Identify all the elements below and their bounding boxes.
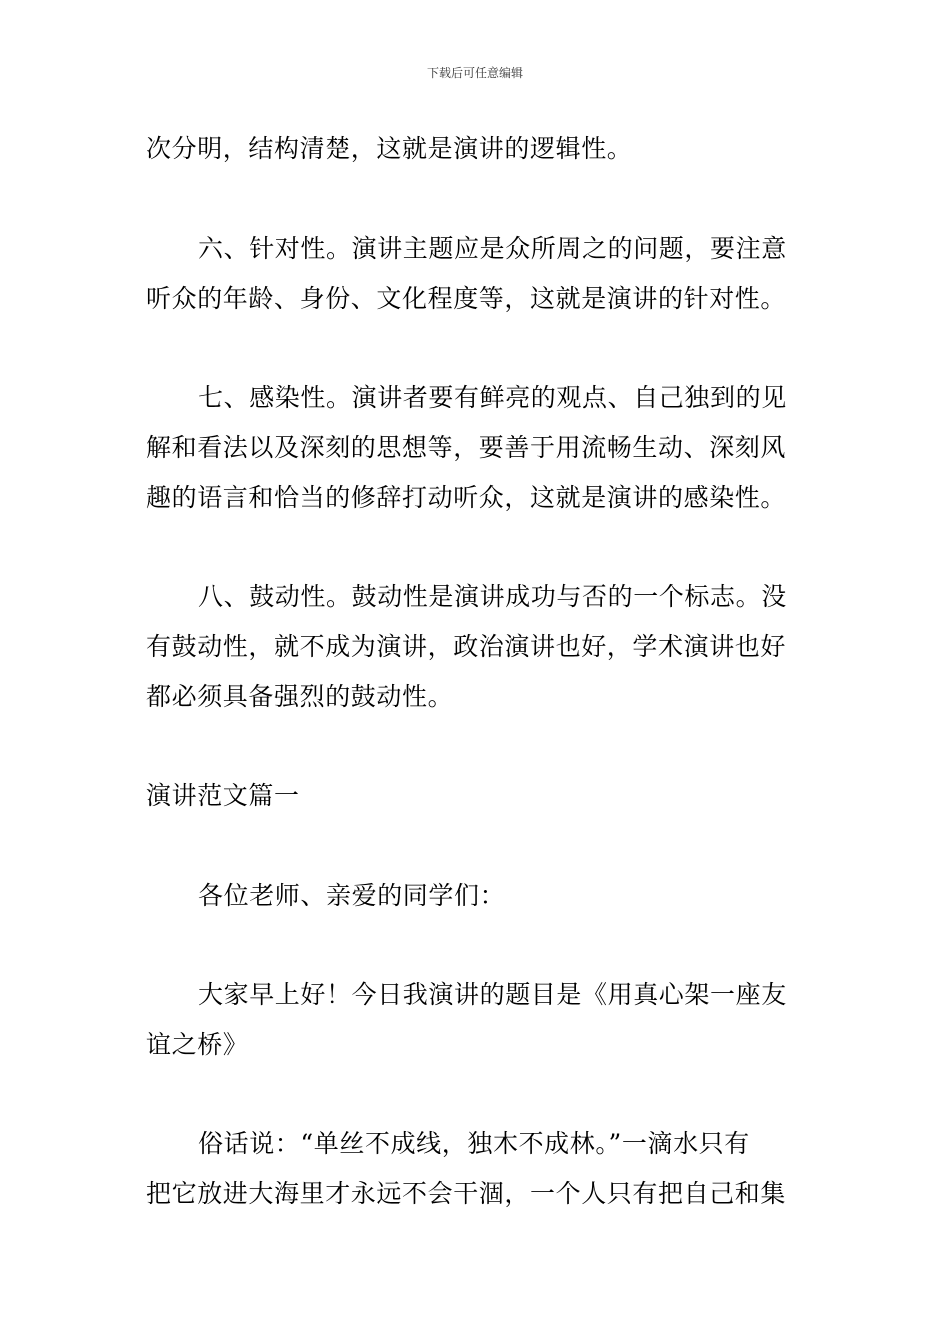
paragraph-line: 俗话说：“单丝不成线，独木不成林。”一滴水只有 xyxy=(198,1129,750,1158)
paragraph-line: 有鼓动性，就不成为演讲，政治演讲也好，学术演讲也好 xyxy=(146,632,787,661)
paragraph-line: 听众的年龄、身份、文化程度等，这就是演讲的针对性。 xyxy=(146,284,787,313)
paragraph-line: 次分明，结构清楚，这就是演讲的逻辑性。 xyxy=(146,134,633,163)
paragraph-line: 解和看法以及深刻的思想等，要善于用流畅生动、深刻风 xyxy=(146,433,787,462)
paragraph-line: 趣的语言和恰当的修辞打动听众，这就是演讲的感染性。 xyxy=(146,483,787,512)
paragraph-line: 大家早上好！今日我演讲的题目是《用真心架一座友 xyxy=(198,980,787,1009)
paragraph-line: 谊之桥》 xyxy=(146,1030,249,1059)
paragraph-line: 都必须具备强烈的鼓动性。 xyxy=(146,682,454,711)
section-heading: 演讲范文篇一 xyxy=(146,781,300,810)
paragraph-line: 八、鼓动性。鼓动性是演讲成功与否的一个标志。没 xyxy=(198,582,787,611)
paragraph-line: 六、针对性。演讲主题应是众所周之的问题，要注意 xyxy=(198,234,787,263)
paragraph-line: 七、感染性。演讲者要有鲜亮的观点、自己独到的见 xyxy=(198,383,787,412)
paragraph-line: 把它放进大海里才永远不会干涸，一个人只有把自己和集 xyxy=(146,1179,787,1208)
page-header: 下载后可任意编辑 xyxy=(426,66,523,80)
greeting-line: 各位老师、亲爱的同学们： xyxy=(198,881,506,910)
